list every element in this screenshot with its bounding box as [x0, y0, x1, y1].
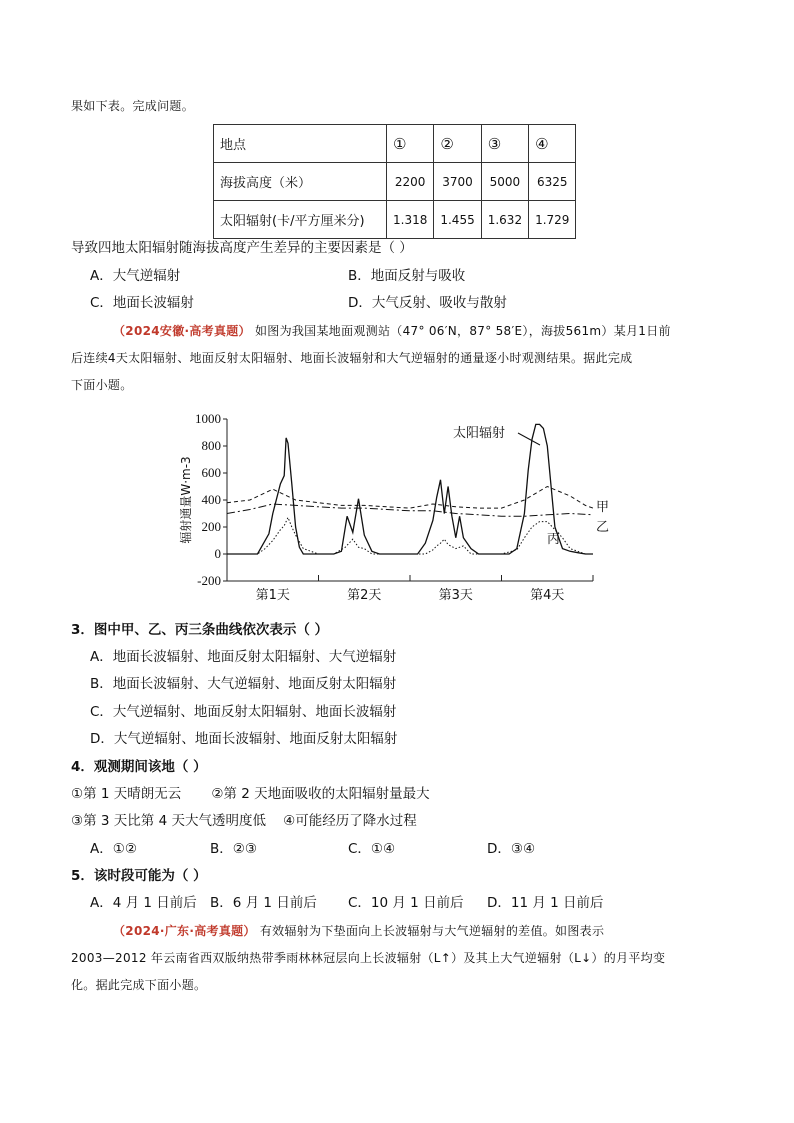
- passage-line: 2003—2012 年云南省西双版纳热带季雨林林冠层向上长波辐射（L↑）及其上大气逆辐射（L↓）的月平均变: [71, 951, 666, 965]
- table-cell: ④: [529, 125, 576, 163]
- passage-line: [113, 922, 604, 940]
- option-d: D．11 月 1 日前后: [487, 895, 604, 911]
- option-c: C．10 月 1 日前后: [348, 895, 464, 911]
- table-row: [214, 125, 576, 163]
- question-stem: 导致四地太阳辐射随海拔高度产生差异的主要因素是（ ）: [71, 240, 413, 256]
- y-tick-label: 400: [201, 492, 221, 507]
- option-d: D．大气逆辐射、地面长波辐射、地面反射太阳辐射: [90, 731, 398, 747]
- option-a: A．4 月 1 日前后: [90, 895, 197, 911]
- passage-line: 化。据此完成下面小题。: [71, 978, 207, 992]
- option-c: C．大气逆辐射、地面反射太阳辐射、地面长波辐射: [90, 704, 397, 720]
- altitude-radiation-table: [213, 124, 576, 239]
- option-b: B．②③: [210, 841, 257, 857]
- table-cell: 地点: [214, 125, 387, 163]
- y-axis-label: 辐射通量W·m-3: [179, 456, 193, 544]
- statement-list: ①第 1 天晴朗无云 ②第 2 天地面吸收的太阳辐射量最大: [71, 786, 430, 802]
- table-cell: 2200: [387, 163, 434, 201]
- table-cell: 1.729: [529, 201, 576, 239]
- series-label-jia: 甲: [596, 500, 610, 515]
- table-cell: 海拔高度（米）: [214, 163, 387, 201]
- y-tick-label: 200: [201, 519, 221, 534]
- exam-source-label: （2024安徽·高考真题）: [113, 324, 251, 338]
- table-row: [214, 163, 576, 201]
- option-b: B．地面反射与吸收: [348, 268, 466, 284]
- x-tick-label: 第1天: [255, 588, 290, 603]
- table-cell: 1.455: [434, 201, 481, 239]
- passage-line: 后连续4天太阳辐射、地面反射太阳辐射、地面长波辐射和大气逆辐射的通量逐小时观测结果。据此完成: [71, 351, 633, 365]
- y-tick-label: 800: [201, 438, 221, 453]
- question-stem: 3．图中甲、乙、丙三条曲线依次表示（ ）: [71, 622, 329, 638]
- x-tick-label: 第2天: [347, 588, 382, 603]
- statement-list: ③第 3 天比第 4 天大气透明度低 ④可能经历了降水过程: [71, 813, 417, 829]
- option-a: A．①②: [90, 841, 137, 857]
- passage-line: [113, 322, 671, 340]
- table-cell: 6325: [529, 163, 576, 201]
- option-d: D．大气反射、吸收与散射: [348, 295, 507, 311]
- y-tick-label: -200: [197, 573, 221, 588]
- series-label-yi: 乙: [596, 520, 610, 535]
- passage-text: 如图为我国某地面观测站（47° 06′N，87° 58′E），海拔561m）某月1日前: [254, 324, 671, 338]
- y-tick-label: 600: [201, 465, 221, 480]
- leader-line: [518, 433, 540, 445]
- question-stem: 5．该时段可能为（ ）: [71, 868, 207, 884]
- option-a: A．大气逆辐射: [90, 268, 181, 284]
- series-label-bing: 丙: [547, 532, 561, 547]
- y-tick-label: 1000: [195, 411, 221, 426]
- series-bing-line: [227, 518, 593, 555]
- x-tick-label: 第4天: [530, 588, 565, 603]
- option-b: B．6 月 1 日前后: [210, 895, 317, 911]
- option-a: A．地面长波辐射、地面反射太阳辐射、大气逆辐射: [90, 649, 397, 665]
- table-cell: ②: [434, 125, 481, 163]
- table-cell: 1.632: [481, 201, 528, 239]
- series-yi-line: [227, 504, 593, 516]
- table-cell: 3700: [434, 163, 481, 201]
- table-cell: ①: [387, 125, 434, 163]
- y-tick-label: 0: [214, 546, 221, 561]
- passage-text: 有效辐射为下垫面向上长波辐射与大气逆辐射的差值。如图表示: [259, 924, 605, 938]
- radiation-flux-chart: [170, 405, 620, 605]
- passage-line: 下面小题。: [71, 378, 133, 392]
- table-row: [214, 201, 576, 239]
- exam-source-label: （2024·广东·高考真题）: [113, 924, 256, 938]
- question-stem: 4．观测期间该地（ ）: [71, 759, 207, 775]
- table-cell: 1.318: [387, 201, 434, 239]
- option-b: B．地面长波辐射、大气逆辐射、地面反射太阳辐射: [90, 676, 397, 692]
- chart-labels: [179, 411, 609, 603]
- table-cell: 太阳辐射(卡/平方厘米分): [214, 201, 387, 239]
- series-label-solar: 太阳辐射: [453, 426, 506, 441]
- option-c: C．地面长波辐射: [90, 295, 194, 311]
- intro-line: 果如下表。完成问题。: [71, 99, 195, 113]
- table-cell: 5000: [481, 163, 528, 201]
- option-c: C．①④: [348, 841, 396, 857]
- option-d: D．③④: [487, 841, 536, 857]
- x-tick-label: 第3天: [438, 588, 473, 603]
- table-cell: ③: [481, 125, 528, 163]
